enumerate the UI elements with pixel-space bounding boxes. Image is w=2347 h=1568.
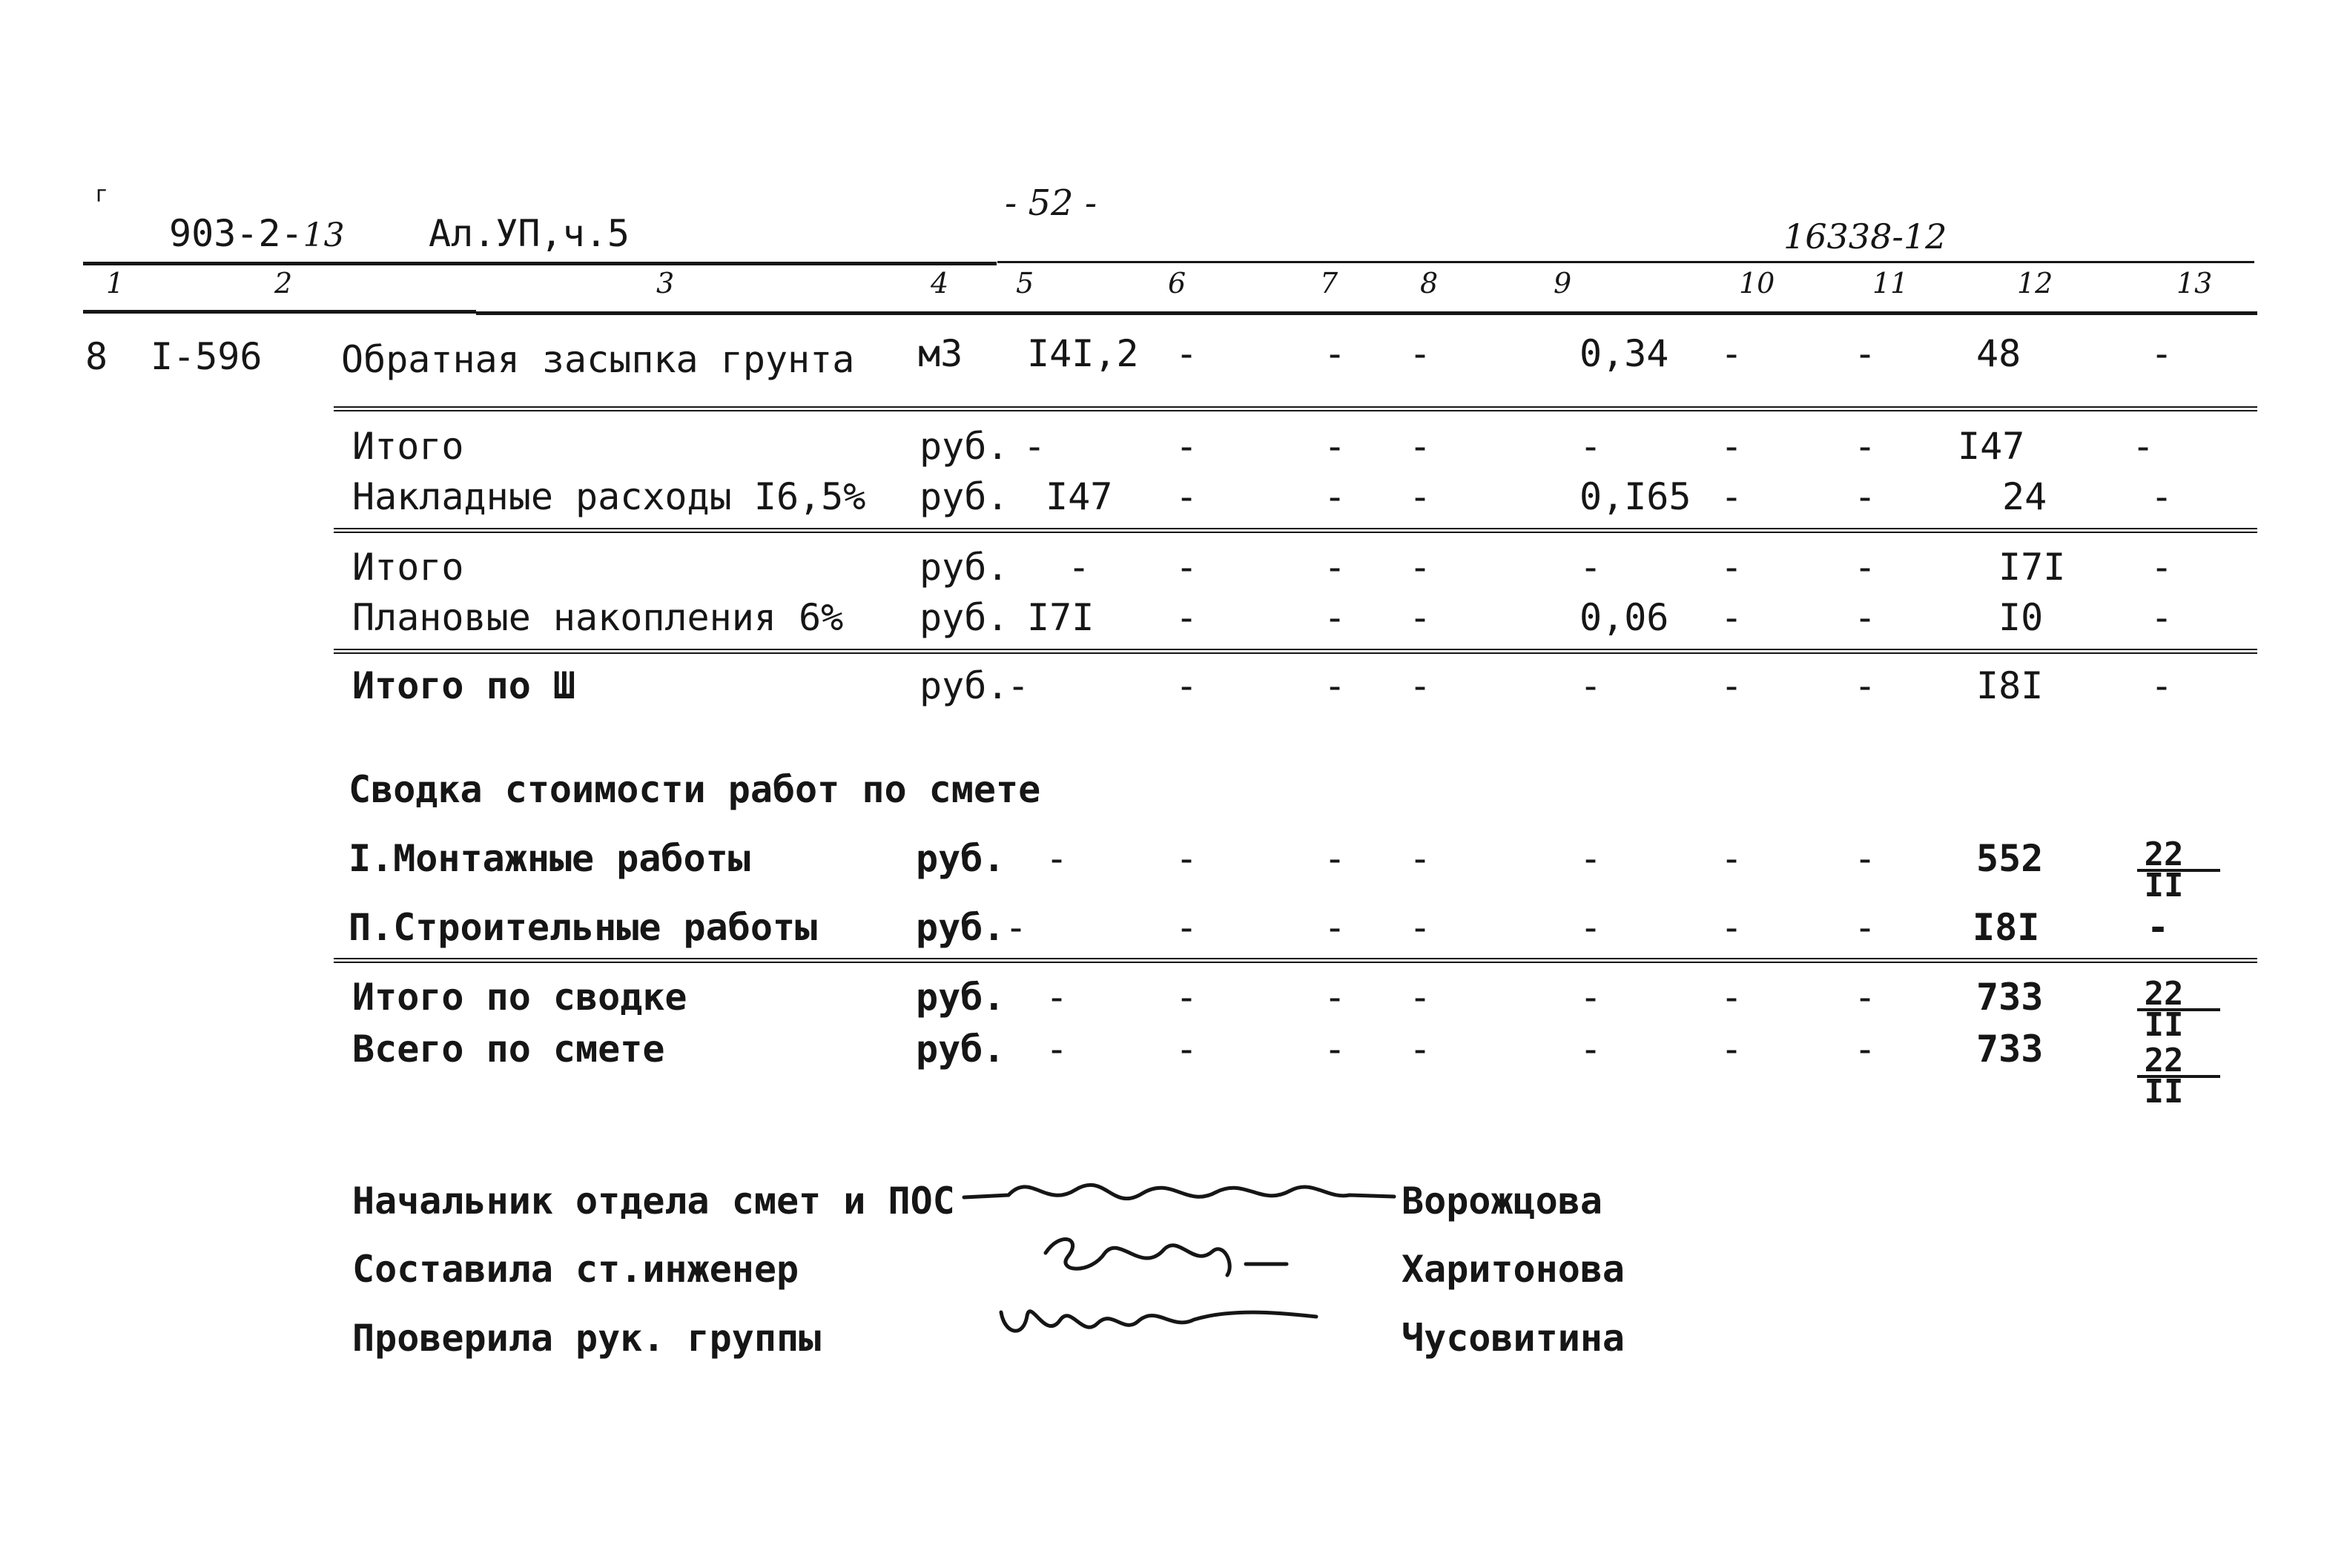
calc-col6: - [1175,664,1198,707]
fraction-bottom: II [2144,1005,2184,1044]
calc-col8: - [1409,475,1432,518]
summary-col10: - [1720,837,1743,880]
column-number-9: 9 [1554,267,1572,300]
summary-unit: руб. [916,906,1006,949]
calc-unit: руб. [920,596,1009,639]
row-col7: - [1324,332,1347,375]
signature-role: Начальник отдела смет и ПОС [352,1180,955,1223]
rule-after-item [334,406,2257,411]
calc-col6: - [1175,475,1198,518]
column-number-7: 7 [1320,267,1338,300]
summary-col10: - [1720,976,1743,1019]
calc-col12: I7I [1998,546,2066,589]
calc-col12: I47 [1958,425,2025,468]
calc-col9: - [1579,425,1602,468]
calc-col10: - [1720,596,1743,639]
column-number-11: 11 [1872,267,1909,300]
column-number-4: 4 [931,267,949,300]
fraction-bottom: II [2144,866,2184,904]
calc-col5: I47 [1046,475,1113,518]
signature-name: Харитонова [1402,1248,1625,1291]
calc-col13: - [2150,546,2173,589]
calc-col13: - [2150,664,2173,707]
summary-col5: - [1046,976,1069,1019]
summary-col5: - [1005,906,1028,949]
summary-col12: 733 [1976,1028,2044,1071]
calc-label: Итого по Ш [352,664,576,707]
calc-label: Итого [352,546,464,589]
summary-col10: - [1720,906,1743,949]
summary-label: Всего по смете [352,1028,665,1071]
row-col13: - [2150,332,2173,375]
summary-col6: - [1175,837,1198,880]
column-number-3: 3 [656,267,675,300]
page-number: - 52 - [1005,182,1097,224]
summary-col6: - [1175,1028,1198,1071]
calc-col9: 0,I65 [1579,475,1691,518]
inventory-number: 16338-12 [1783,216,1947,257]
colnum-rule-right [476,311,2257,315]
handwritten-signature-2 [1038,1223,1290,1290]
calc-col12: I8I [1976,664,2044,707]
calc-col7: - [1324,664,1347,707]
summary-col11: - [1854,1028,1877,1071]
row-col10: - [1720,332,1743,375]
calc-col10: - [1720,546,1743,589]
summary-col6: - [1175,976,1198,1019]
signature-name: Ворожцова [1402,1180,1602,1223]
calc-unit: руб. [920,475,1009,518]
header-rule-right [997,261,2254,263]
colnum-rule-left [83,310,476,314]
row-col5: I4I,2 [1027,332,1139,375]
calc-col10: - [1720,475,1743,518]
row-col12: 48 [1976,332,2021,375]
summary-col11: - [1854,837,1877,880]
summary-unit: руб. [916,837,1006,880]
summary-unit: руб. [916,976,1006,1019]
calc-col9: 0,06 [1579,596,1669,639]
summary-col12: I8I [1973,906,2040,949]
calc-col5: - [1023,425,1046,468]
calc-col7: - [1324,425,1347,468]
summary-label: Итого по сводке [352,976,687,1019]
calc-col11: - [1854,546,1877,589]
calc-col9: - [1579,546,1602,589]
summary-col8: - [1409,837,1432,880]
summary-label: П.Строительные работы [349,906,818,949]
row-col8: - [1409,332,1432,375]
summary-col7: - [1324,976,1347,1019]
column-number-1: 1 [106,267,125,300]
calc-col12: I0 [1998,596,2044,639]
row-number: 8 [85,335,108,378]
column-number-6: 6 [1168,267,1186,300]
corner-mark: г [95,182,109,208]
summary-col8: - [1409,976,1432,1019]
column-number-13: 13 [2176,267,2213,300]
calc-col8: - [1409,596,1432,639]
calc-col11: - [1854,425,1877,468]
summary-col5: - [1046,837,1069,880]
column-number-12: 12 [2017,267,2053,300]
signature-name: Чусовитина [1402,1317,1625,1360]
document-code [169,212,345,255]
row-unit: м3 [918,332,963,375]
calc-unit: руб. [920,546,1009,589]
calc-col7: - [1324,475,1347,518]
summary-col11: - [1854,906,1877,949]
signature-role: Проверила рук. группы [352,1317,822,1360]
calc-col6: - [1175,425,1198,468]
row-code: I-596 [151,335,263,378]
row-col11: - [1854,332,1877,375]
calc-col6: - [1175,596,1198,639]
handwritten-signature-1 [964,1157,1394,1223]
document-code-handwritten: 13 [303,216,345,254]
calc-unit: руб. [920,425,1009,468]
document-code-printed: 903-2- [169,212,303,255]
summary-col7: - [1324,906,1347,949]
column-number-5: 5 [1016,267,1034,300]
handwritten-signature-3 [994,1290,1320,1357]
calc-col5: - [1068,546,1091,589]
calc-col5: - [1007,664,1030,707]
row-col6: - [1175,332,1198,375]
calc-label: Итого [352,425,464,468]
row-col9: 0,34 [1579,332,1669,375]
rule-after-accumulation [334,649,2257,654]
summary-col9: - [1579,976,1602,1019]
calc-col6: - [1175,546,1198,589]
calc-col8: - [1409,425,1432,468]
calc-col9: - [1579,664,1602,707]
fraction-top: 22 [2144,836,2184,873]
summary-col8: - [1409,906,1432,949]
calc-col13: - [2132,425,2155,468]
calc-col11: - [1854,475,1877,518]
calc-col10: - [1720,425,1743,468]
column-number-2: 2 [274,267,293,300]
header-rule-left [83,262,997,265]
calc-col10: - [1720,664,1743,707]
rule-before-totals [334,958,2257,963]
calc-col11: - [1854,664,1877,707]
calc-col7: - [1324,596,1347,639]
column-number-8: 8 [1420,267,1439,300]
summary-col5: - [1046,1028,1069,1071]
calc-col13: - [2150,596,2173,639]
summary-col13-fraction [2142,836,2186,904]
fraction-top: 22 [2144,975,2184,1013]
summary-col10: - [1720,1028,1743,1071]
summary-col9: - [1579,837,1602,880]
summary-col7: - [1324,1028,1347,1071]
summary-col13-fraction [2142,975,2186,1044]
summary-col9: - [1579,906,1602,949]
summary-label: I.Монтажные работы [349,837,750,880]
calc-col8: - [1409,664,1432,707]
summary-col11: - [1854,976,1877,1019]
calc-col11: - [1854,596,1877,639]
fraction-bottom: II [2144,1072,2184,1111]
summary-col6: - [1175,906,1198,949]
calc-label: Накладные расходы I6,5% [352,475,866,518]
summary-col12: 552 [1976,837,2044,880]
calc-col13: - [2150,475,2173,518]
row-name: Обратная засыпка грунта [341,338,855,381]
calc-unit: руб. [920,664,1009,707]
summary-col13-fraction [2142,1042,2186,1111]
album-reference: Ал.УП,ч.5 [429,212,630,255]
summary-unit: руб. [916,1028,1006,1071]
summary-title: Сводка стоимости работ по смете [349,768,1041,811]
calc-col8: - [1409,546,1432,589]
fraction-top: 22 [2144,1042,2184,1079]
summary-col7: - [1324,837,1347,880]
summary-col12: 733 [1976,976,2044,1019]
calc-label: Плановые накопления 6% [352,596,844,639]
rule-after-overhead [334,528,2257,533]
calc-col12: 24 [2002,475,2047,518]
column-number-10: 10 [1739,267,1775,300]
summary-col8: - [1409,1028,1432,1071]
signature-role: Составила ст.инженер [352,1248,799,1291]
summary-col13: - [2147,906,2170,949]
summary-col9: - [1579,1028,1602,1071]
calc-col5: I7I [1027,596,1095,639]
calc-col7: - [1324,546,1347,589]
